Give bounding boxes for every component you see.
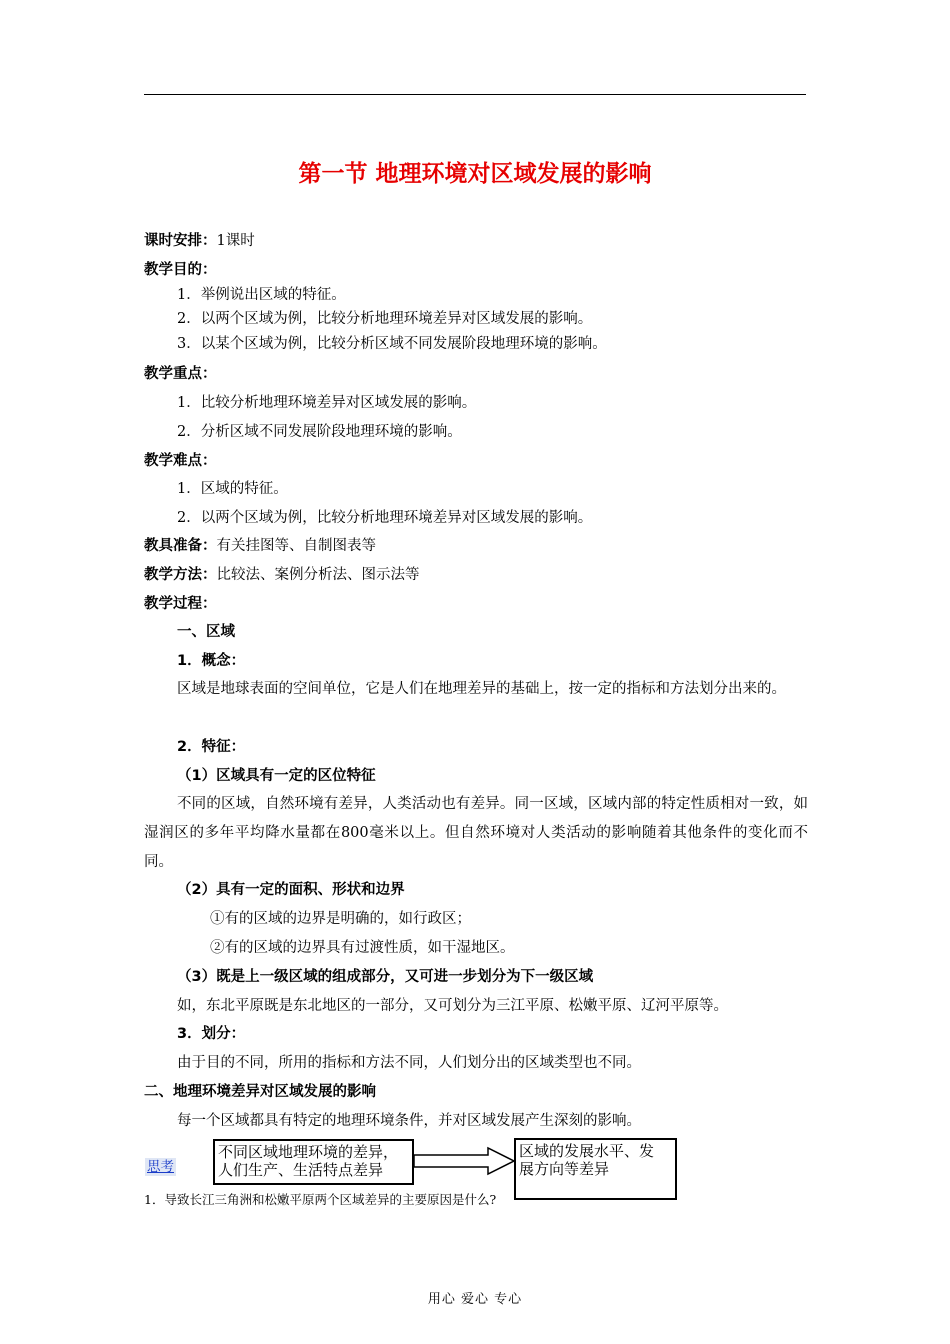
schedule-line xyxy=(144,231,255,251)
cause-box-line: 不同区域地理环境的差异， xyxy=(218,1143,399,1161)
tools-line xyxy=(144,536,376,556)
section2-text: 每一个区域都具有特定的地理环境条件，并对区域发展产生深刻的影响。 xyxy=(177,1113,641,1129)
feature1-heading: （1）区域具有一定的区位特征 xyxy=(177,768,376,784)
feature2-item: ①有的区域的边界是明确的，如行政区； xyxy=(210,911,471,927)
feature1-text: 不同的区域，自然环境有差异，人类活动也有差异。同一区域，区域内部的特定性质相对一致，如湿润区的多年平均降水量都在800毫米以上。但自然环境对人类活动的影响随着其他条件的变化而不同。 xyxy=(144,796,808,870)
tools-label: 教具准备： xyxy=(144,538,217,554)
feature2-heading: （2）具有一定的面积、形状和边界 xyxy=(177,882,405,898)
process-label: 教学过程： xyxy=(144,596,217,612)
key-points-label: 教学重点： xyxy=(144,366,217,382)
cause-box xyxy=(213,1139,414,1185)
objectives-label: 教学目的： xyxy=(144,262,217,278)
feature-label: 2．特征： xyxy=(177,739,246,755)
division-label: 3．划分： xyxy=(177,1026,246,1042)
difficulty-item: 1．区域的特征。 xyxy=(177,481,288,497)
concept-text: 区域是地球表面的空间单位，它是人们在地理差异的基础上，按一定的指标和方法划分出来的。 xyxy=(177,681,786,697)
result-box-line: 区域的发展水平、发 xyxy=(519,1142,655,1160)
question-1: 1．导致长江三角洲和松嫩平原两个区域差异的主要原因是什么? xyxy=(144,1192,497,1207)
objective-item: 1．举例说出区域的特征。 xyxy=(177,287,346,303)
key-point-item: 1．比较分析地理环境差异对区域发展的影响。 xyxy=(177,395,477,411)
section1-heading: 一、区域 xyxy=(177,624,235,640)
page-title: 第一节 地理环境对区域发展的影响 xyxy=(298,161,652,187)
feature2-item: ②有的区域的边界具有过渡性质，如干湿地区。 xyxy=(210,940,515,956)
objective-item: 3．以某个区域为例，比较分析区域不同发展阶段地理环境的影响。 xyxy=(177,336,607,352)
objective-item: 2．以两个区域为例，比较分析地理环境差异对区域发展的影响。 xyxy=(177,311,593,327)
concept-label: 1．概念： xyxy=(177,653,246,669)
result-box xyxy=(514,1138,677,1200)
cause-box-line: 人们生产、生活特点差异 xyxy=(218,1161,384,1179)
section2-heading: 二、地理环境差异对区域发展的影响 xyxy=(144,1084,376,1100)
feature3-text: 如，东北平原既是东北地区的一部分，又可划分为三江平原、松嫩平原、辽河平原等。 xyxy=(177,998,728,1014)
schedule-value: 1课时 xyxy=(216,233,255,249)
difficulty-item: 2．以两个区域为例，比较分析地理环境差异对区域发展的影响。 xyxy=(177,510,593,526)
key-point-item: 2．分析区域不同发展阶段地理环境的影响。 xyxy=(177,424,462,440)
tools-value: 有关挂图等、自制图表等 xyxy=(216,538,376,554)
think-label: 思考 xyxy=(147,1159,174,1175)
feature3-heading: （3）既是上一级区域的组成部分，又可进一步划分为下一级区域 xyxy=(177,969,594,985)
result-box-line: 展方向等差异 xyxy=(519,1160,610,1178)
division-text: 由于目的不同，所用的指标和方法不同，人们划分出的区域类型也不同。 xyxy=(177,1055,641,1071)
methods-value: 比较法、案例分析法、图示法等 xyxy=(216,567,420,583)
header-rule xyxy=(144,94,806,95)
methods-line xyxy=(144,565,420,585)
schedule-label: 课时安排： xyxy=(144,233,217,249)
flow-arrow-icon xyxy=(412,1146,516,1176)
difficulties-label: 教学难点： xyxy=(144,453,217,469)
page-footer: 用心 爱心 专心 xyxy=(427,1292,523,1307)
methods-label: 教学方法： xyxy=(144,567,217,583)
